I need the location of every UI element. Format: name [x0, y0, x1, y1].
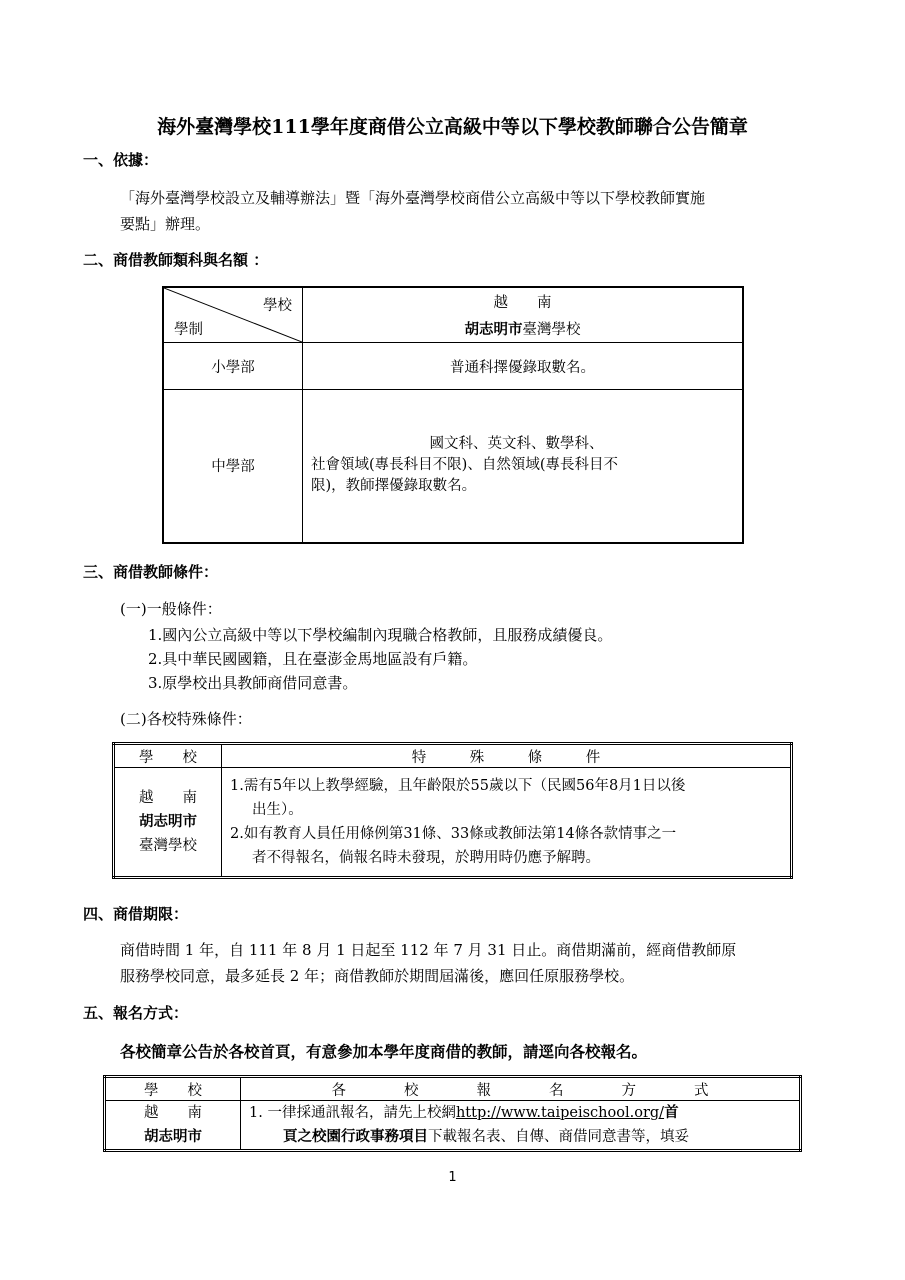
general-condition-3: 3.原學校出具教師商借同意書。	[148, 674, 358, 692]
special-condition-2-line-2: 者不得報名，倘報名時未發現，於聘用時仍應予解聘。	[252, 850, 600, 866]
section-1-heading: 一、依據：	[83, 151, 159, 169]
row-secondary-label: 中學部	[163, 390, 303, 543]
general-conditions-heading: (一)一般條件：	[120, 600, 222, 618]
special-conditions-heading: (二)各校特殊條件：	[120, 710, 252, 728]
general-condition-1: 1.國內公立高級中等以下學校編制內現職合格教師，且服務成績優良。	[148, 626, 613, 644]
quota-table-corner-cell	[163, 287, 303, 343]
special-condition-1-line-2: 出生）。	[252, 802, 303, 818]
quota-table-school-header	[303, 287, 744, 343]
registration-notice: 各校簡章公告於各校首頁，有意參加本學年度商借的教師，請逕向各校報名。	[120, 1042, 648, 1061]
school-country: 越 南	[493, 295, 552, 311]
special-head-conditions: 特 殊 條 件	[222, 744, 792, 768]
registration-school-city: 胡志明市	[144, 1128, 202, 1145]
school-website-link[interactable]: http://www.taipeischool.org/	[455, 1105, 665, 1121]
registration-school-country: 越 南	[144, 1105, 202, 1121]
corner-label-school: 學校	[263, 298, 292, 314]
school-city: 胡志明市	[464, 321, 523, 338]
special-conditions-table	[112, 742, 793, 879]
secondary-line-2: 社會領域(專長科目不限)、自然領域(專長科目不	[311, 457, 618, 474]
registration-head-method: 各 校 報 名 方 式	[241, 1077, 801, 1101]
registration-school-cell	[105, 1101, 241, 1151]
section-4-line-2: 服務學校同意，最多延長 2 年；商借教師於期間屆滿後，應回任原服務學校。	[120, 967, 635, 985]
registration-method-cell	[241, 1101, 801, 1151]
section-1-line-1: 「海外臺灣學校設立及輔導辦法」暨「海外臺灣學校商借公立高級中等以下學校教師實施	[120, 189, 706, 207]
section-5-heading: 五、報名方式：	[83, 1004, 189, 1022]
general-condition-2: 2.具中華民國國籍，且在臺澎金馬地區設有戶籍。	[148, 650, 478, 668]
special-school-cell	[114, 768, 222, 878]
special-school-name: 臺灣學校	[139, 838, 197, 854]
special-condition-2-line-1: 2.如有教育人員任用條例第31條、33條或教師法第14條各款情事之一	[230, 826, 677, 842]
method-2-rest: 下載報名表、自傳、商借同意書等，填妥	[428, 1129, 689, 1145]
special-condition-1-line-1: 1.需有5年以上教學經驗，且年齡限於55歲以下（民國56年8月1日以後	[230, 778, 686, 794]
registration-head-school: 學 校	[105, 1077, 241, 1101]
secondary-line-1: 國文科、英文科、數學科、	[429, 436, 604, 453]
page-number: 1	[448, 1170, 457, 1185]
section-2-heading: 二、商借教師類科與名額 ：	[83, 251, 269, 269]
section-3-heading: 三、商借教師條件：	[83, 563, 219, 581]
row-elementary-label: 小學部	[163, 343, 303, 390]
method-1-suffix: 首	[664, 1104, 679, 1121]
row-elementary-value: 普通科擇優錄取數名。	[303, 343, 744, 390]
secondary-line-3: 限)，教師擇優錄取數名。	[311, 478, 477, 495]
quota-table	[162, 286, 744, 544]
document-title: 海外臺灣學校111學年度商借公立高級中等以下學校教師聯合公告簡章	[157, 116, 748, 138]
special-head-school: 學 校	[114, 744, 222, 768]
school-name: 臺灣學校	[522, 322, 581, 338]
registration-table	[103, 1075, 802, 1152]
corner-label-level: 學制	[174, 322, 203, 338]
special-conditions-cell	[222, 768, 792, 878]
special-school-city: 胡志明市	[139, 813, 197, 830]
section-4-heading: 四、商借期限：	[83, 905, 189, 923]
method-1-prefix: 1. 一律採通訊報名，請先上校網	[249, 1105, 456, 1121]
row-secondary-value	[303, 390, 744, 543]
special-school-country: 越 南	[139, 790, 197, 806]
section-4-line-1: 商借時間 1 年，自 111 年 8 月 1 日起至 112 年 7 月 31 日止。商借期滿前，經商借教師原	[120, 941, 737, 959]
section-1-line-2: 要點」辦理。	[120, 215, 211, 233]
method-2-bold: 頁之校園行政事務項目	[283, 1128, 428, 1145]
